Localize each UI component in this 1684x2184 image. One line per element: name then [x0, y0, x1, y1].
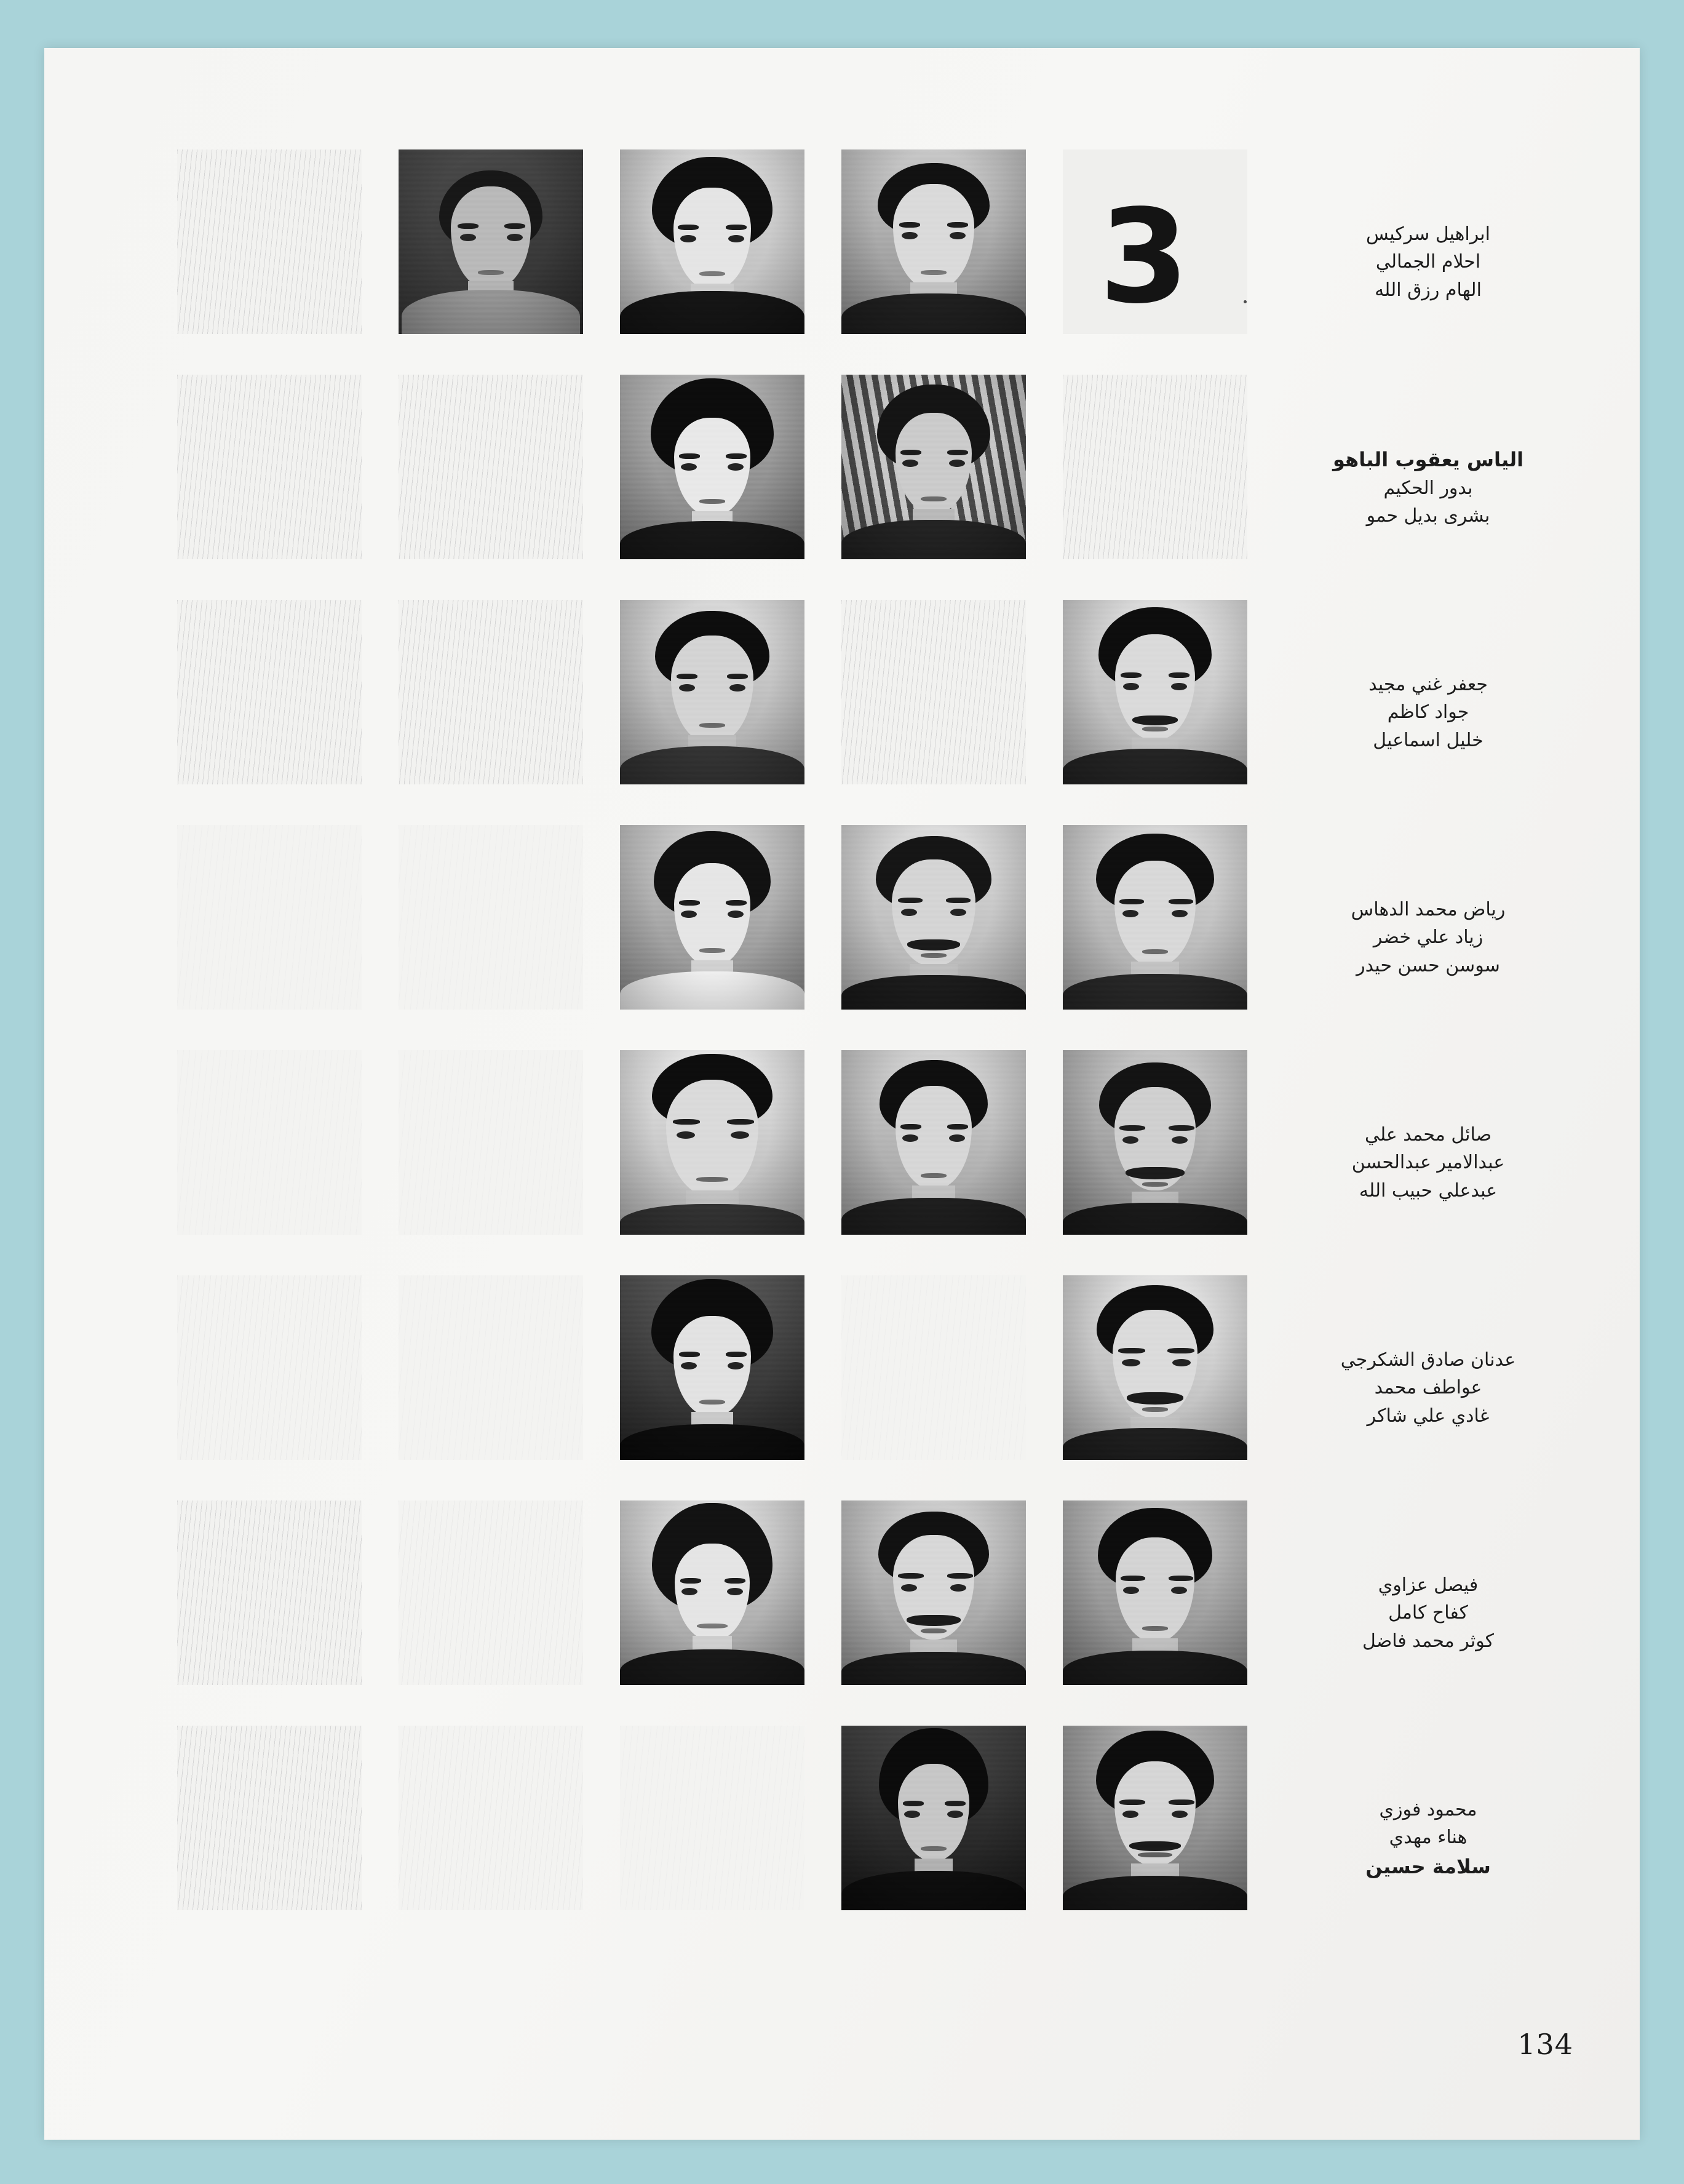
student-name: جعفر غني مجيد: [1368, 673, 1488, 695]
grid-row: [135, 825, 1242, 1050]
portrait-slot-empty: [399, 1050, 583, 1235]
portrait-photo: [1063, 1050, 1247, 1235]
photo-vignette: [620, 149, 804, 334]
student-name: بشرى بديل حمو: [1366, 505, 1490, 527]
photo-vignette: [620, 1501, 804, 1685]
portrait-slot-empty: [399, 1275, 583, 1460]
portrait-photo: [841, 149, 1026, 334]
portrait-slot: [841, 825, 1026, 1010]
student-name: سلامة حسين: [1365, 1854, 1491, 1878]
grid-row: [135, 1726, 1242, 1951]
portrait-slot: [620, 1050, 804, 1235]
portrait-slot: [620, 825, 804, 1010]
photo-vignette: [1063, 1726, 1247, 1910]
name-group: [1268, 825, 1588, 1050]
portrait-slot: [841, 1501, 1026, 1685]
photo-vignette: [1063, 600, 1247, 784]
portrait-slot: [1063, 825, 1247, 1010]
portrait-slot-empty: [177, 825, 362, 1010]
portrait-slot-empty: [1063, 375, 1247, 559]
name-column: [1268, 149, 1588, 1951]
portrait-slot: [620, 149, 804, 334]
portrait-slot-empty: [177, 375, 362, 559]
photo-vignette: [841, 1050, 1026, 1235]
portrait-slot: [1063, 1275, 1247, 1460]
portrait-photo: [1063, 600, 1247, 784]
portrait-photo: [399, 149, 583, 334]
portrait-photo: [1063, 825, 1247, 1010]
student-name: رياض محمد الدهاس: [1351, 898, 1506, 920]
student-name: هناء مهدي: [1389, 1827, 1468, 1848]
portrait-photo: [620, 375, 804, 559]
portrait-photo: [620, 1050, 804, 1235]
photo-vignette: [620, 375, 804, 559]
portrait-photo: [841, 825, 1026, 1010]
student-name: كوثر محمد فاضل: [1362, 1630, 1494, 1652]
portrait-slot-empty: [399, 600, 583, 784]
photo-vignette: [1063, 1275, 1247, 1460]
portrait-slot: [620, 375, 804, 559]
student-name: عبدالامير عبدالحسن: [1351, 1152, 1505, 1174]
portrait-photo: [620, 1501, 804, 1685]
student-name: احلام الجمالي: [1375, 251, 1481, 273]
portrait-photo: [620, 825, 804, 1010]
student-name: محمود فوزي: [1379, 1798, 1477, 1820]
portrait-slot: [841, 1726, 1026, 1910]
grid-row: [135, 600, 1242, 825]
portrait-slot-empty: [399, 825, 583, 1010]
portrait-photo: [620, 149, 804, 334]
paper-speck: [1244, 300, 1247, 303]
student-name: كفاح كامل: [1388, 1602, 1468, 1624]
portrait-photo: [620, 1275, 804, 1460]
name-group: [1268, 1501, 1588, 1726]
scanned-page: [44, 48, 1640, 2140]
student-name: جواد كاظم: [1387, 701, 1469, 723]
portrait-photo: [1063, 1501, 1247, 1685]
grid-row: [135, 1050, 1242, 1275]
photo-vignette: [841, 1726, 1026, 1910]
portrait-slot: [399, 149, 583, 334]
student-name: خليل اسماعيل: [1373, 729, 1483, 751]
portrait-slot: [1063, 1050, 1247, 1235]
name-group: [1268, 1275, 1588, 1501]
portrait-slot: [620, 1275, 804, 1460]
photo-vignette: [841, 825, 1026, 1010]
portrait-slot: [620, 1501, 804, 1685]
portrait-slot: [841, 1050, 1026, 1235]
photo-vignette: [620, 825, 804, 1010]
student-name: ابراهيل سركيس: [1366, 223, 1490, 245]
name-group: [1268, 149, 1588, 375]
portrait-grid: [135, 149, 1242, 1951]
portrait-slot: [1063, 1501, 1247, 1685]
portrait-slot-empty: [177, 600, 362, 784]
portrait-photo: [1063, 1275, 1247, 1460]
portrait-slot-empty: [620, 1726, 804, 1910]
portrait-photo: [620, 600, 804, 784]
photo-vignette: [1063, 825, 1247, 1010]
grid-row: [135, 1501, 1242, 1726]
portrait-slot-empty: [177, 1501, 362, 1685]
portrait-slot-empty: [399, 1501, 583, 1685]
portrait-slot: [1063, 600, 1247, 784]
name-group: [1268, 1050, 1588, 1275]
portrait-slot: [620, 600, 804, 784]
portrait-slot-empty: [177, 1726, 362, 1910]
student-name: زياد علي خضر: [1373, 927, 1483, 949]
photo-vignette: [620, 600, 804, 784]
portrait-slot-empty: [177, 1275, 362, 1460]
page-surface: [44, 48, 1640, 2140]
portrait-slot-empty: [177, 1050, 362, 1235]
student-name: بدور الحكيم: [1383, 477, 1473, 499]
portrait-photo: [841, 1050, 1026, 1235]
portrait-slot: [841, 375, 1026, 559]
section-marker-number: 3: [1099, 181, 1186, 332]
photo-vignette: [1063, 1050, 1247, 1235]
photo-vignette: [841, 375, 1026, 559]
name-group: [1268, 600, 1588, 825]
student-name: غادي علي شاكر: [1367, 1405, 1490, 1427]
photo-vignette: [841, 149, 1026, 334]
student-name: الهام رزق الله: [1375, 279, 1482, 301]
portrait-slot-empty: [841, 1275, 1026, 1460]
student-name: عبدعلي حبيب الله: [1359, 1179, 1498, 1202]
photo-vignette: [399, 149, 583, 334]
student-name: عدنان صادق الشكرجي: [1340, 1349, 1516, 1371]
photo-vignette: [1063, 1501, 1247, 1685]
grid-row: [135, 149, 1242, 375]
portrait-photo: [841, 375, 1026, 559]
page-number: 134: [1517, 2028, 1573, 2061]
student-name: الياس يعقوب الباهو: [1332, 447, 1524, 471]
portrait-slot: [841, 149, 1026, 334]
portrait-slot-empty: [399, 375, 583, 559]
student-name: صائل محمد علي: [1364, 1123, 1492, 1146]
portrait-photo: [1063, 1726, 1247, 1910]
name-group: [1268, 1726, 1588, 1951]
grid-row: [135, 375, 1242, 600]
photo-vignette: [841, 1501, 1026, 1685]
portrait-slot-empty: [399, 1726, 583, 1910]
portrait-slot: [1063, 1726, 1247, 1910]
portrait-photo: [841, 1726, 1026, 1910]
student-name: عواطف محمد: [1374, 1377, 1482, 1399]
name-group: [1268, 375, 1588, 600]
photo-vignette: [620, 1275, 804, 1460]
portrait-photo: [841, 1501, 1026, 1685]
student-name: فيصل عزاوي: [1378, 1574, 1479, 1596]
photo-vignette: [620, 1050, 804, 1235]
student-name: سوسن حسن حيدر: [1356, 954, 1500, 976]
portrait-slot-empty: [841, 600, 1026, 784]
grid-row: [135, 1275, 1242, 1501]
portrait-slot-empty: [177, 149, 362, 334]
